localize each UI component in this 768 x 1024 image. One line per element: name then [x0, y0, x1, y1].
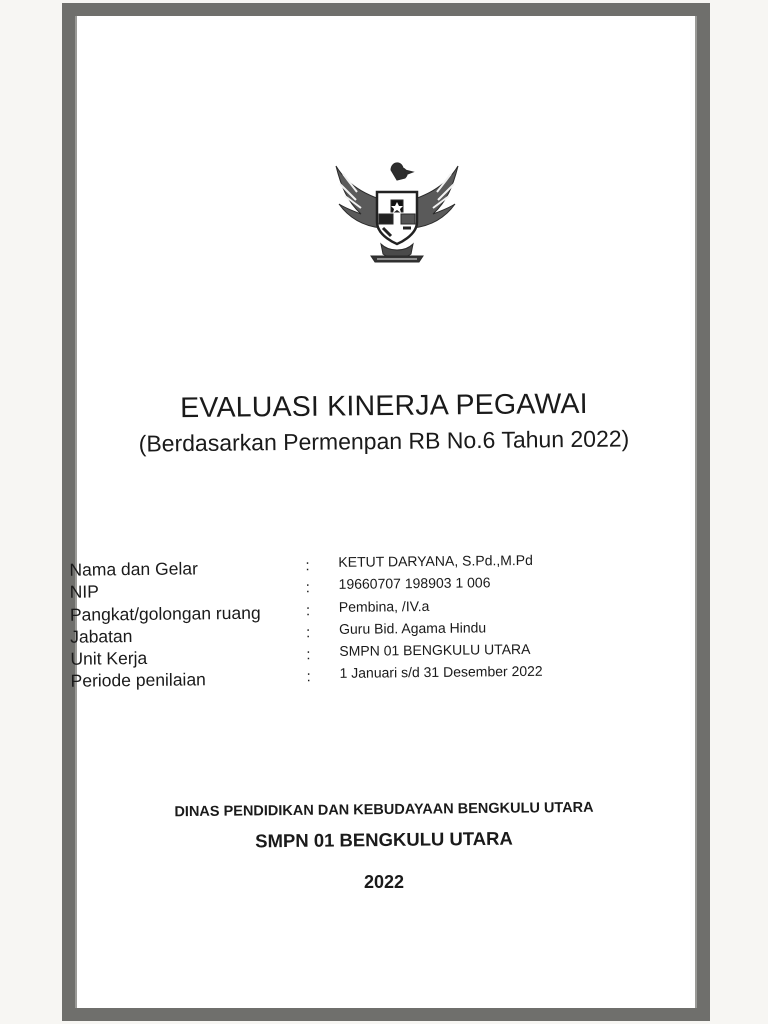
field-separator: :	[305, 601, 311, 619]
field-separator: :	[305, 579, 310, 597]
field-label: Unit Kerja	[70, 648, 148, 669]
field-value: Guru Bid. Agama Hindu	[338, 619, 487, 637]
field-value: Pembina, /IV.a	[338, 597, 430, 615]
field-value: SMPN 01 BENGKULU UTARA	[339, 641, 531, 660]
field-separator: :	[306, 624, 311, 642]
field-value: 1 Januari s/d 31 Desember 2022	[339, 663, 543, 682]
field-label: NIP	[69, 581, 99, 603]
employee-info-table	[69, 551, 590, 690]
agency-name: DINAS PENDIDIKAN DAN KEBUDAYAAN BENGKULU UTARA	[174, 799, 594, 821]
document-title: EVALUASI KINERJA PEGAWAI	[180, 387, 588, 425]
field-label: Pangkat/golongan ruang	[69, 602, 261, 625]
field-separator: :	[306, 646, 311, 664]
field-separator: :	[306, 668, 311, 686]
field-value: KETUT DARYANA, S.Pd.,M.Pd	[338, 551, 533, 570]
field-value: 19660707 198903 1 006	[338, 574, 491, 593]
field-label: Nama dan Gelar	[69, 558, 198, 580]
document-subtitle: (Berdasarkan Permenpan RB No.6 Tahun 2022)	[138, 425, 630, 457]
document-frame	[62, 3, 710, 1021]
school-name: SMPN 01 BENGKULU UTARA	[255, 827, 513, 852]
field-label: Jabatan	[70, 625, 133, 647]
field-label: Periode penilaian	[70, 669, 206, 692]
field-separator: :	[305, 557, 310, 575]
garuda-emblem-icon	[331, 156, 463, 266]
document-year: 2022	[363, 872, 405, 892]
